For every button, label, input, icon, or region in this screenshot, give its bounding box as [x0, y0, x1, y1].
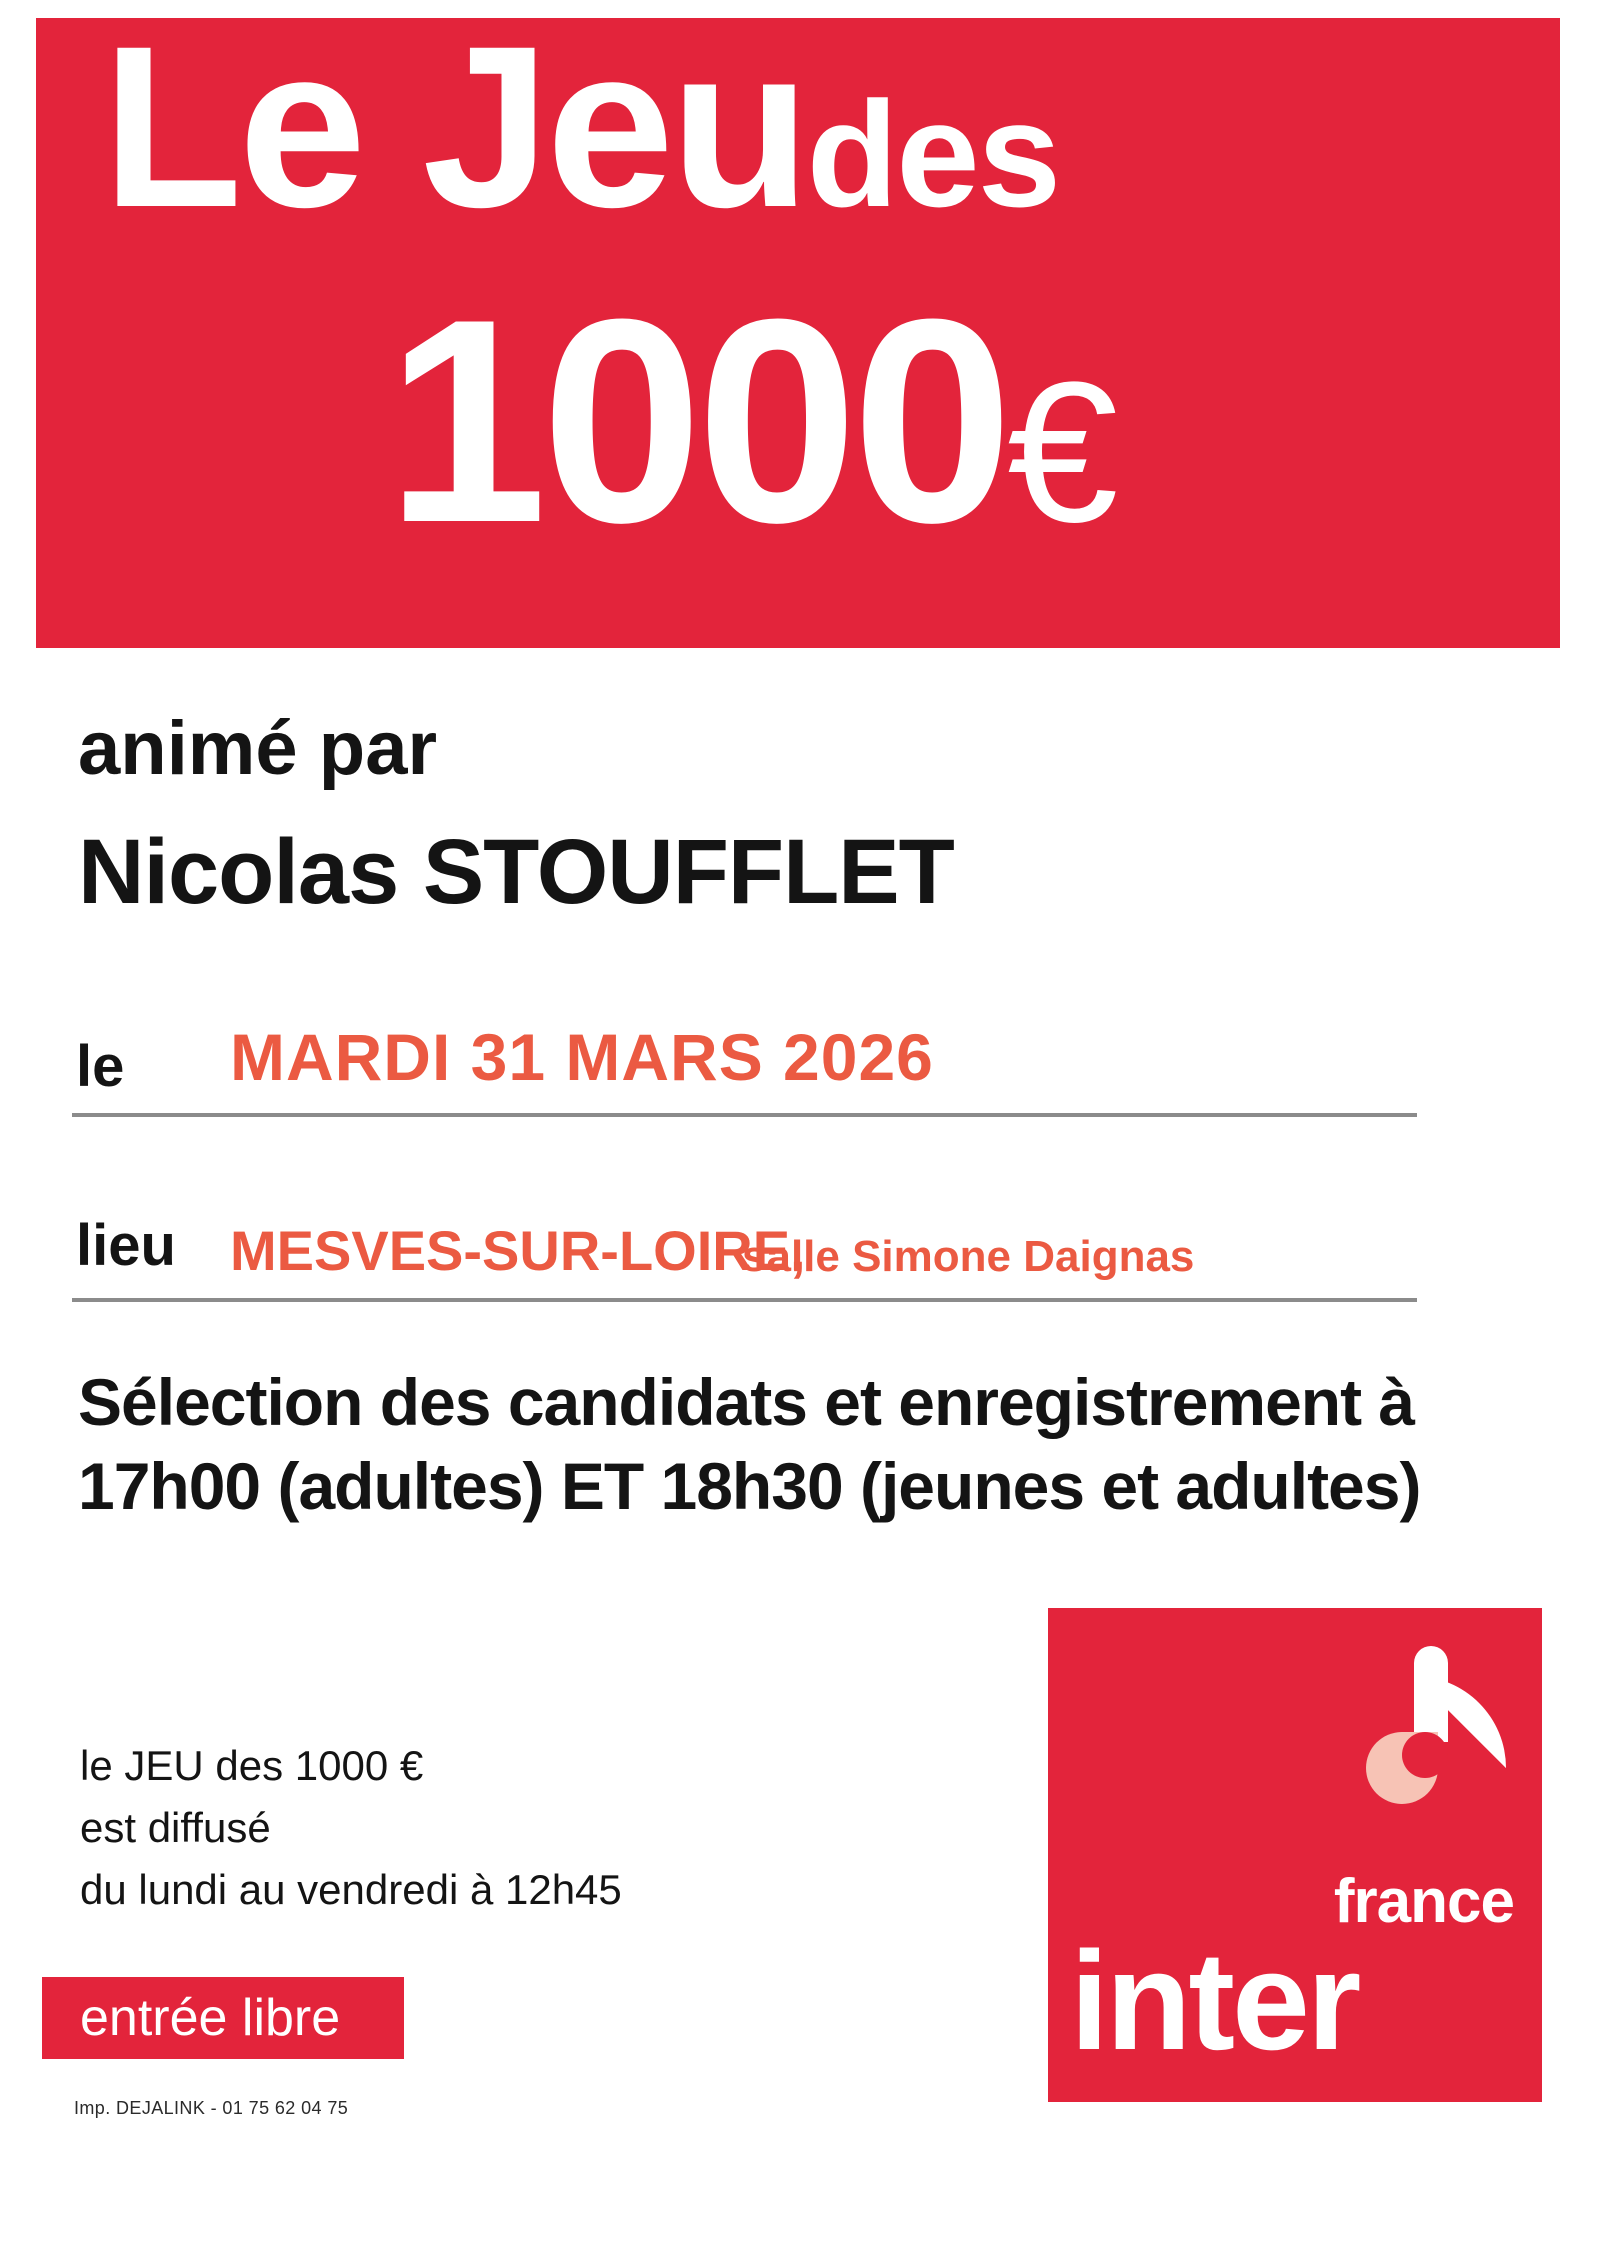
free-entry-badge	[42, 1977, 404, 2059]
france-inter-logo	[1048, 1608, 1542, 2102]
logo-word-inter: inter	[1070, 1922, 1359, 2079]
broadcast-line-3: du lundi au vendredi à 12h45	[80, 1866, 622, 1914]
logo-word-france: france	[1333, 1867, 1514, 1936]
free-entry-label: entrée libre	[80, 1989, 341, 2047]
place-venue: salle Simone Daignas	[742, 1232, 1195, 1281]
broadcast-note	[80, 1735, 622, 1921]
note-inner-dot-shape	[1402, 1732, 1448, 1778]
title-des-text: des	[806, 70, 1060, 238]
place-row	[72, 1200, 1417, 1302]
title-banner	[36, 18, 1560, 648]
france-inter-note-icon	[1356, 1646, 1506, 1806]
host-intro-label: animé par	[78, 706, 438, 791]
date-row	[72, 1015, 1417, 1117]
date-label: le	[76, 1034, 125, 1099]
place-label: lieu	[76, 1213, 176, 1278]
date-value: MARDI 31 MARS 2026	[230, 1020, 934, 1094]
euro-symbol: €	[1007, 341, 1119, 564]
title-line-1	[102, 18, 1060, 255]
host-name: Nicolas STOUFFLET	[78, 821, 954, 923]
place-city: MESVES-SUR-LOIRE,	[230, 1219, 806, 1282]
printer-credit: Imp. DEJALINK - 01 75 62 04 75	[74, 2098, 349, 2118]
title-amount: 1000	[386, 259, 1008, 583]
selection-info: Sélection des candidats et enregistrement à 17h00 (adultes) ET 18h30 (jeunes et adultes)	[78, 1365, 1421, 1524]
note-bar-shape	[1414, 1646, 1448, 1742]
broadcast-line-1: le JEU des 1000 €	[80, 1742, 424, 1789]
title-line-2	[386, 259, 1119, 583]
title-main-text: Le Jeu	[102, 18, 807, 255]
broadcast-line-2: est diffusé	[80, 1804, 271, 1852]
